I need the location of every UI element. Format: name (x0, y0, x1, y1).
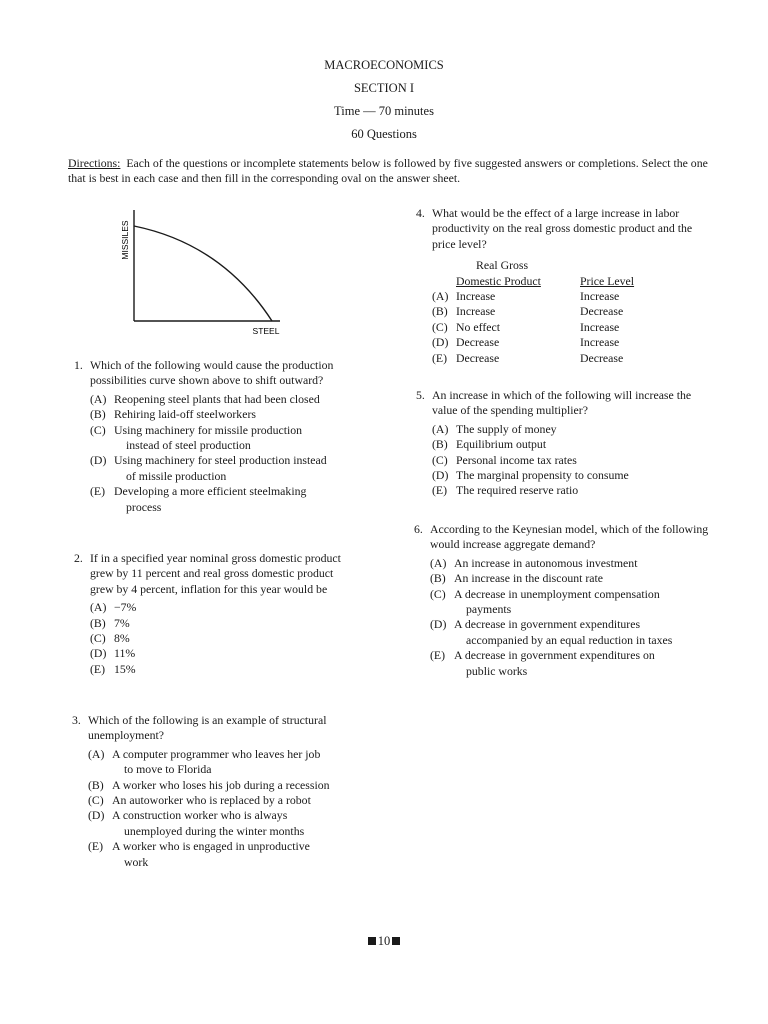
answer-option: (B) 7% (90, 615, 130, 630)
answer-option: (C) Using machinery for missile production instead of steel production (90, 422, 303, 453)
answer-option: (A) An increase in autonomous investment (430, 555, 638, 570)
table-row: (B) Increase Decrease (432, 304, 624, 319)
ppc-curve (134, 226, 272, 321)
question-stem: An increase in which of the following will increase the value of the spending multiplier? (432, 388, 692, 418)
question-stem: Which of the following would cause the production possibilities curve shown above to shift outward? (90, 358, 334, 388)
directions (68, 156, 713, 186)
answer-option: (D) Using machinery for steel production instead of missile production (90, 453, 327, 483)
table-row: (C) No effect Increase (432, 319, 620, 334)
col-header-price: Price Level (580, 273, 635, 288)
section-label: SECTION I (353, 81, 415, 95)
answer-option: (E) 15% (90, 661, 136, 676)
question-number: 1. (74, 358, 83, 372)
answer-option: (A) The supply of money (432, 421, 557, 436)
answer-option: (C) An autoworker who is replaced by a robot (88, 793, 311, 808)
answer-option: (B) A worker who loses his job during a recession (88, 777, 330, 792)
question-stem: What would be the effect of a large increase in labor productivity on the real gross domestic product and the price level? (432, 206, 693, 251)
question-2 (74, 551, 349, 677)
question-number: 2. (74, 551, 83, 565)
answer-option: (E) Developing a more efficient steelmaking process (90, 484, 307, 514)
question-stem: Which of the following is an example of structural unemployment? (88, 713, 327, 743)
production-possibilities-graph (112, 206, 312, 340)
square-bullet-icon (368, 937, 376, 945)
table-row: (E) Decrease Decrease (432, 350, 624, 365)
answer-option: (B) Equilibrium output (432, 437, 547, 452)
answer-option: (C) Personal income tax rates (432, 452, 577, 467)
answer-option: (C) A decrease in unemployment compensation payments (430, 586, 660, 617)
question-5 (416, 388, 706, 499)
question-stem: According to the Keynesian model, which of the following would increase aggregate demand? (430, 522, 709, 552)
question-count: 60 Questions (351, 127, 417, 141)
question-1 (74, 358, 374, 515)
answer-option: (B) An increase in the discount rate (430, 571, 604, 586)
question-number: 5. (416, 388, 425, 402)
directions-text: Each of the questions or incomplete statements below is followed by five suggested answers or completions. Select the one that is best in each case and then fill in the corresponding oval on the answer sheet. (68, 156, 708, 185)
answer-option: (B) Rehiring laid-off steelworkers (90, 407, 256, 422)
answer-option: (C) 8% (90, 631, 130, 646)
question-3 (72, 713, 372, 870)
answer-option: (D) A construction worker who is always unemployed during the winter months (88, 808, 305, 838)
question-6 (414, 522, 714, 679)
answer-option: (E) The required reserve ratio (432, 483, 579, 498)
col-header-gdp: Domestic Product (456, 273, 541, 288)
answer-option: (E) A worker who is engaged in unproductive work (88, 839, 310, 869)
question-4 (416, 206, 706, 366)
answer-option: (E) A decrease in government expenditures on public works (430, 648, 655, 678)
page-title: MACROECONOMICS (324, 58, 444, 72)
question-number: 6. (414, 522, 423, 536)
square-bullet-icon (392, 937, 400, 945)
table-header (432, 274, 706, 289)
answer-option: (D) The marginal propensity to consume (432, 468, 629, 483)
page-number: 10 (377, 934, 391, 948)
answer-table (432, 258, 706, 366)
answer-option: (A) Reopening steel plants that had been closed (90, 391, 320, 406)
table-row: (A) Increase Increase (432, 289, 620, 304)
question-number: 3. (72, 713, 81, 727)
table-row: (D) Decrease Increase (432, 335, 620, 350)
question-stem: If in a specified year nominal gross domestic product grew by 11 percent and real gross domestic product grew by 4 percent, inflation for this year would be (90, 551, 341, 596)
question-number: 4. (416, 206, 425, 220)
directions-label: Directions: (68, 156, 121, 170)
graph-ylabel: MISSILES (120, 220, 130, 260)
answer-option: (A) A computer programmer who leaves her job to move to Florida (88, 746, 321, 777)
table-header-top: Real Gross (476, 258, 529, 273)
graph-xlabel: STEEL (252, 326, 280, 336)
time-limit: Time — 70 minutes (334, 104, 434, 118)
answer-option: (D) 11% (90, 646, 136, 661)
answer-option: (D) A decrease in government expenditures accompanied by an equal reduction in taxes (430, 617, 673, 647)
page-footer (0, 934, 768, 949)
answer-option: (A) −7% (90, 600, 137, 615)
